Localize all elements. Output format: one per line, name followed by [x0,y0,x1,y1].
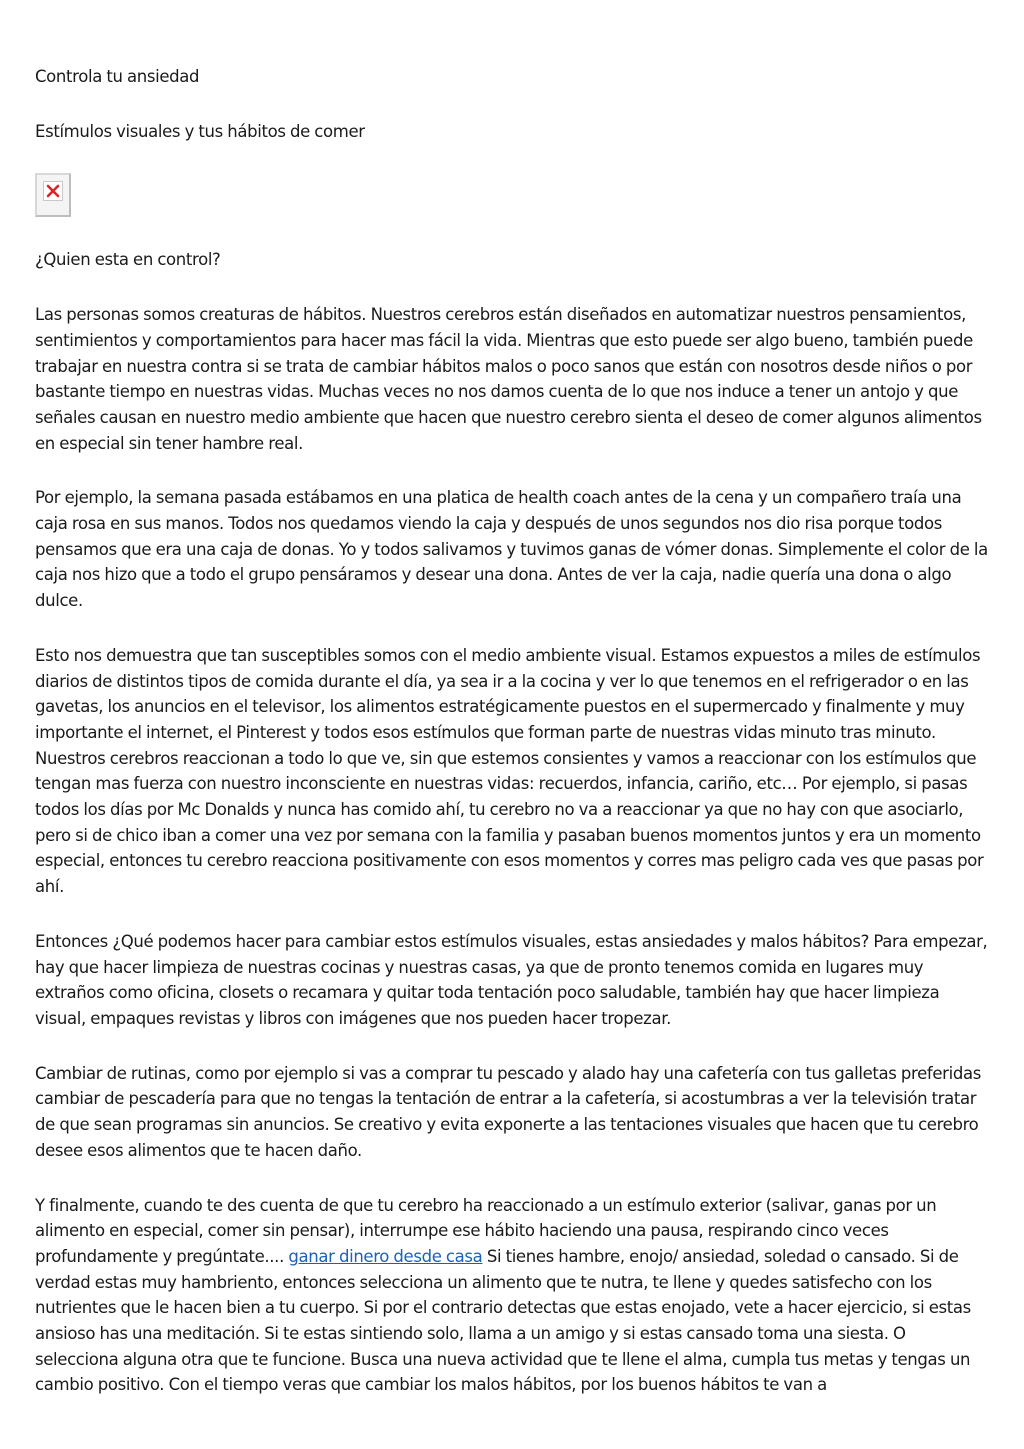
paragraph-finally-before-link: Y finalmente, cuando te des cuenta de que tu cerebro ha reaccionado a un estímulo exterior (salivar, ganas por un alimento en especial, comer sin pensar), interrumpe ese hábito haciendo una pausa, respirando cinco veces profundamente y pregúntate.... [35,1195,937,1266]
paragraph-finally-after-link: Si tienes hambre, enojo/ ansiedad, soledad o cansado. Si de verdad estas muy hambriento, entonces selecciona un alimento que te nutra, te llene y quedes satisfecho con los nutrientes que le hacen bien a tu cuerpo. Si por el contrario detectas que estas enojado, vete a hacer ejercicio, si estas ansioso has una meditación. Si te estas sintiendo solo, llama a un amigo y si estas cansado toma una siesta. O selecciona alguna otra que te funcione. Busca una nueva actividad que te llene el alma, cumpla tus metas y tengas un cambio positivo. Con el tiempo veras que cambiar los malos hábitos, por los buenos hábitos te van a [35,1246,971,1395]
paragraph-habits: Las personas somos creaturas de hábitos. Nuestros cerebros están diseñados en automatizar nuestros pensamientos, sentimientos y comportamientos para hacer mas fácil la vida. Mientras que esto puede ser algo bueno, también puede trabajar en nuestra contra si se trata de cambiar hábitos malos o poco sanos que están con nosotros desde niños o por bastante tiempo en nuestras vidas. Muchas veces no nos damos cuenta de lo que nos induce a tener un antojo y que señales causan en nuestro medio ambiente que hacen que nuestro cerebro sienta el deseo de comer algunos alimentos en especial sin tener hambre real. [35,305,982,453]
red-x-icon [43,181,63,201]
earn-money-link[interactable]: ganar dinero desde casa [288,1246,483,1266]
document-subtitle: Estímulos visuales y tus hábitos de comer [35,121,365,141]
paragraph-change-routines: Cambiar de rutinas, como por ejemplo si vas a comprar tu pescado y alado hay una cafetería con tus galletas preferidas cambiar de pescadería para que no tengas la tentación de entrar a la cafetería, si acostumbras a ver la televisión tratar de que sean programas sin anuncios. Se creativo y evita exponerte a las tentaciones visuales que hacen que tu cerebro desee esos alimentos que te hacen daño. [35,1063,981,1160]
document-title: Controla tu ansiedad [35,67,200,86]
paragraph-finally [35,1193,990,1399]
paragraph-visual-environment: Esto nos demuestra que tan susceptibles somos con el medio ambiente visual. Estamos expuestos a miles de estímulos diarios de distintos tipos de comida durante el día, ya sea ir a la cocina y ver lo que tenemos en el refrigerador o en las gavetas, los anuncios en el televisor, los alimentos estratégicamente puestos en el supermercado y finalmente y muy importante el internet, el Pinterest y todos esos estímulos que forman parte de nuestras vidas minuto tras minuto. Nuestros cerebros reaccionan a todo lo que ve, sin que estemos consientes y vamos a reaccionar con los estímulos que tengan mas fuerza con nuestro inconsciente en nuestras vidas: recuerdos, infancia, cariño, etc… Por ejemplo, si pasas todos los días por Mc Donalds y nunca has comido ahí, tu cerebro no va a reaccionar ya que no hay con que asociarlo, pero si de chico iban a comer una vez por semana con la familia y pasaban buenos momentos juntos y era un momento especial, entonces tu cerebro reacciona positivamente con esos momentos y corres mas peligro cada ves que pasas por ahí. [35,645,984,897]
paragraph-what-to-do: Entonces ¿Qué podemos hacer para cambiar estos estímulos visuales, estas ansiedades y malos hábitos? Para empezar, hay que hacer limpieza de nuestras cocinas y nuestras casas, ya que de pronto tenemos comida en lugares muy extraños como oficina, closets o recamara y quitar toda tentación poco saludable, también hay que hacer limpieza visual, empaques revistas y libros con imágenes que nos pueden hacer tropezar. [35,931,988,1028]
paragraph-example: Por ejemplo, la semana pasada estábamos en una platica de health coach antes de la cena y un compañero traía una caja rosa en sus manos. Todos nos quedamos viendo la caja y después de unos segundos nos dio risa porque todos pensamos que era una caja de donas. Yo y todos salivamos y tuvimos ganas de vómer donas. Simplemente el color de la caja nos hizo que a todo el grupo pensáramos y desear una dona. Antes de ver la caja, nadie quería una dona o algo dulce. [35,488,988,611]
broken-image-icon [35,173,71,217]
section-question: ¿Quien esta en control? [35,250,221,270]
